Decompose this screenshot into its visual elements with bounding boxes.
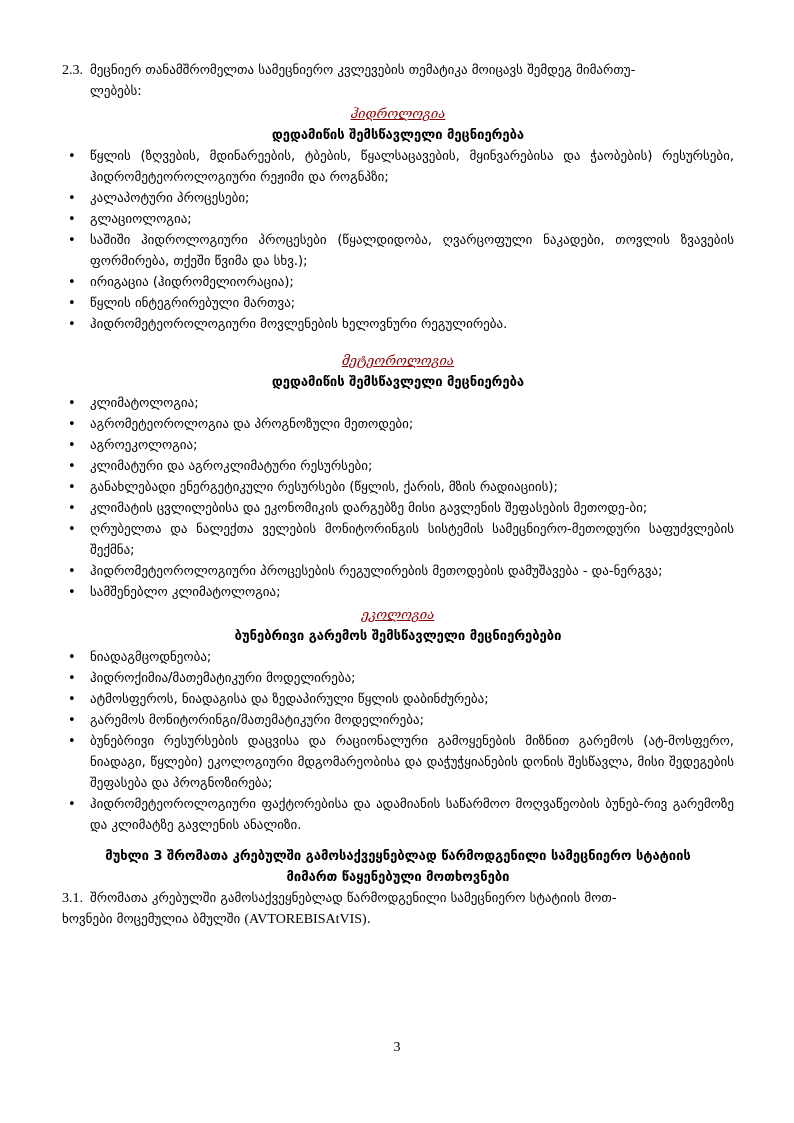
bullet-icon: • bbox=[68, 713, 76, 728]
bullet-icon: • bbox=[68, 233, 76, 248]
bullet-icon: • bbox=[68, 692, 76, 707]
list-item-text: კლიმატის ცვლილებისა და ეკონომიკის დარგებზე მისი გავლენის შეფასების მეთოდე-ბი; bbox=[90, 501, 648, 516]
section-subtitle: დედამიწის შემსწავლელი მეცნიერება bbox=[271, 375, 525, 390]
bullet-icon: • bbox=[68, 501, 76, 516]
clause-line2-prefix: ხოვნები მოცემულია ბმულში bbox=[62, 912, 245, 927]
list-item-text: ნიადაგმცოდნეობა; bbox=[90, 650, 212, 665]
list-item-text: საშიში ჰიდროლოგიური პროცესები (წყალდიდობა, ღვარცოფული ნაკადები, თოვლის ზვავების ფორმირება, თქეში წვიმა და სხვ.); bbox=[90, 233, 734, 269]
spacer bbox=[62, 335, 734, 349]
section-ecology bbox=[62, 605, 734, 836]
list-item bbox=[62, 477, 734, 498]
list-item-text: აგროეკოლოგია; bbox=[90, 438, 198, 453]
list-item-text: ჰიდრომეტეოროლოგიური ფაქტორებისა და ადამიანის საწარმოო მოღვაწეობის ბუნებ-რივ გარემოზე და კლიმატზე გავლენის ანალიზი. bbox=[90, 797, 734, 833]
section-subtitle: ბუნებრივი გარემოს შემსწავლელი მეცნიერებები bbox=[234, 629, 562, 644]
bullet-icon: • bbox=[68, 396, 76, 411]
list-item bbox=[62, 647, 734, 668]
bullet-icon: • bbox=[68, 671, 76, 686]
bullet-list bbox=[62, 647, 734, 836]
bullet-icon: • bbox=[68, 480, 76, 495]
intro-paragraph bbox=[62, 60, 734, 102]
document-page bbox=[62, 60, 734, 930]
list-item bbox=[62, 668, 734, 689]
list-item-text: წყლის (ზღვების, მდინარეების, ტბების, წყალსაცავების, მყინვარებისა და ჭაობების) რესურსები, ჰიდრომეტეოროლოგიური რეჟიმი და როგნპზი; bbox=[90, 149, 734, 185]
list-item-text: ატმოსფეროს, ნიადაგისა და ზედაპირული წყლის დაბინძურება; bbox=[90, 692, 489, 707]
intro-line2: ლებებს: bbox=[90, 84, 142, 99]
list-item-text: ჰიდროქიმია/მათემატიკური მოდელირება; bbox=[90, 671, 356, 686]
bullet-icon: • bbox=[68, 585, 76, 600]
list-item-text: ბუნებრივი რესურსების დაცვისა და რაციონალური გამოყენების მიზნით გარემოს (ატ-მოსფერო, ნიადაგი, წყლები) ეკოლოგიური მდგომარეობისა და დაჭუჭყიანების დონის შესწავლა, მისი შედეგების შეფასება და პროგნოზირება; bbox=[90, 734, 734, 791]
list-item-text: წყლის ინტეგრირებული მართვა; bbox=[90, 296, 296, 311]
list-item bbox=[62, 519, 734, 561]
list-item-text: ღრუბელთა და ნალექთა ველების მონიტორინგის სისტემის სამეცნიერო-მეთოდური საფუძვლების შექმნა; bbox=[90, 522, 734, 558]
list-item-text: ჰიდრომეტეოროლოგიური მოვლენების ხელოვნური რეგულირება. bbox=[90, 317, 508, 332]
clause-number: 3.1. bbox=[62, 891, 83, 906]
list-item-text: კლიმატოლოგია; bbox=[90, 396, 199, 411]
intro-number: 2.3. bbox=[62, 63, 83, 78]
list-item-text: კლიმატური და აგროკლიმატური რესურსები; bbox=[90, 459, 373, 474]
intro-line1: მეცნიერ თანამშრომელთა სამეცნიერო კვლევების თემატიკა მოიცავს შემდეგ მიმართუ- bbox=[90, 63, 636, 78]
bullet-list bbox=[62, 146, 734, 335]
section-title: ეკოლოგია bbox=[361, 608, 435, 623]
bullet-icon: • bbox=[68, 296, 76, 311]
list-item-text: კალაპოტური პროცესები; bbox=[90, 191, 250, 206]
list-item-text: გარემოს მონიტორინგი/მათემატიკური მოდელირება; bbox=[90, 713, 424, 728]
list-item-text: სამშენებლო კლიმატოლოგია; bbox=[90, 585, 281, 600]
list-item bbox=[62, 293, 734, 314]
bullet-list bbox=[62, 393, 734, 603]
list-item bbox=[62, 582, 734, 603]
list-item bbox=[62, 230, 734, 272]
list-item bbox=[62, 146, 734, 188]
section-subtitle: დედამიწის შემსწავლელი მეცნიერება bbox=[271, 128, 525, 143]
bullet-icon: • bbox=[68, 212, 76, 227]
bullet-icon: • bbox=[68, 797, 76, 812]
bullet-icon: • bbox=[68, 317, 76, 332]
list-item bbox=[62, 314, 734, 335]
clause-link-text: (AVTOREBISAtVIS) bbox=[244, 912, 367, 927]
list-item bbox=[62, 731, 734, 794]
list-item-text: ირიგაცია (ჰიდრომელიორაცია); bbox=[90, 275, 294, 290]
list-item bbox=[62, 498, 734, 519]
clause-line2-suffix: . bbox=[366, 912, 371, 927]
bullet-icon: • bbox=[68, 564, 76, 579]
list-item bbox=[62, 209, 734, 230]
page-number: 3 bbox=[393, 1040, 401, 1055]
list-item bbox=[62, 188, 734, 209]
list-item bbox=[62, 689, 734, 710]
bullet-icon: • bbox=[68, 191, 76, 206]
section-hydrology bbox=[62, 104, 734, 335]
list-item-text: განახლებადი ენერგეტიკული რესურსები (წყლის, ქარის, მზის რადიაციის); bbox=[90, 480, 558, 495]
section-meteorology bbox=[62, 351, 734, 603]
bullet-icon: • bbox=[68, 438, 76, 453]
bullet-icon: • bbox=[68, 417, 76, 432]
list-item bbox=[62, 794, 734, 836]
list-item bbox=[62, 435, 734, 456]
bullet-icon: • bbox=[68, 459, 76, 474]
list-item bbox=[62, 393, 734, 414]
list-item bbox=[62, 414, 734, 435]
bullet-icon: • bbox=[68, 650, 76, 665]
clause-line1: შრომათა კრებულში გამოსაქვეყნებლად წარმოდგენილი სამეცნიერო სტატიის მოთ- bbox=[90, 891, 617, 906]
part-heading bbox=[62, 846, 734, 888]
clause-paragraph bbox=[62, 888, 734, 930]
bullet-icon: • bbox=[68, 734, 76, 749]
list-item bbox=[62, 710, 734, 731]
list-item bbox=[62, 456, 734, 477]
list-item-text: გლაციოლოგია; bbox=[90, 212, 192, 227]
list-item bbox=[62, 272, 734, 293]
list-item-text: ჰიდრომეტეოროლოგიური პროცესების რეგულირების მეთოდების დამუშავება - და-ნერგვა; bbox=[90, 564, 663, 579]
bullet-icon: • bbox=[68, 275, 76, 290]
section-title: ჰიდროლოგია bbox=[350, 107, 446, 122]
part-title-line2: მიმართ წაყენებული მოთხოვნები bbox=[286, 870, 510, 885]
bullet-icon: • bbox=[68, 522, 76, 537]
bullet-icon: • bbox=[68, 149, 76, 164]
part-title-line1: მუხლი 3 შრომათა კრებულში გამოსაქვეყნებლად წარმოდგენილი სამეცნიერო სტატიის bbox=[105, 849, 691, 864]
section-title: მეტეოროლოგია bbox=[341, 354, 455, 369]
list-item-text: აგრომეტეოროლოგია და პროგნოზული მეთოდები; bbox=[90, 417, 414, 432]
list-item bbox=[62, 561, 734, 582]
